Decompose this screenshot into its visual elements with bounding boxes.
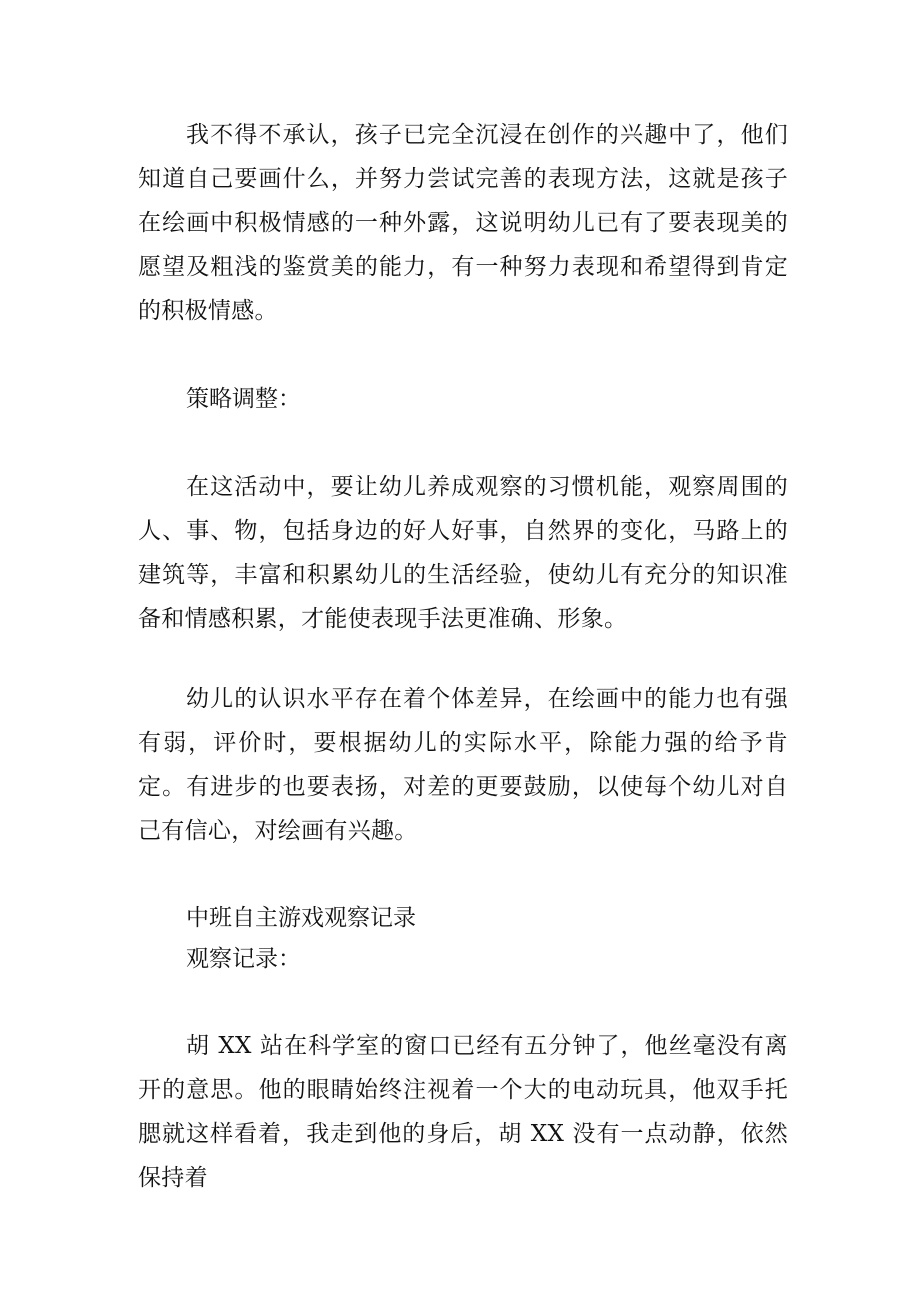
paragraph-strategy: 在这活动中，要让幼儿养成观察的习惯机能，观察周围的人、事、物，包括身边的好人好事，自然界的变化，马路上的建筑等，丰富和积累幼儿的生活经验，使幼儿有充分的知识准备和情感积累，才能使表现手法更准确、形象。 bbox=[138, 474, 788, 632]
heading-strategy-adjustment: 策略调整： bbox=[186, 386, 301, 412]
paragraph-observation: 胡 XX 站在科学室的窗口已经有五分钟了，他丝毫没有离开的意思。他的眼睛始终注视着一个大的电动玩具，他双手托腮就这样看着，我走到他的身后，胡 XX 没有一点动静，依然保持着 bbox=[138, 1033, 788, 1191]
paragraph-evaluation: 幼儿的认识水平存在着个体差异，在绘画中的能力也有强有弱，评价时，要根据幼儿的实际水平，除能力强的给予肯定。有进步的也要表扬，对差的更要鼓励，以使每个幼儿对自己有信心，对绘画有兴趣。 bbox=[138, 686, 788, 844]
heading-observation-record: 观察记录： bbox=[186, 946, 301, 972]
paragraph-reflection: 我不得不承认，孩子已完全沉浸在创作的兴趣中了，他们知道自己要画什么，并努力尝试完善的表现方法，这就是孩子在绘画中积极情感的一种外露，这说明幼儿已有了要表现美的愿望及粗浅的鉴赏美的能力，有一种努力表现和希望得到肯定的积极情感。 bbox=[138, 122, 788, 324]
section-title: 中班自主游戏观察记录 bbox=[186, 905, 416, 931]
